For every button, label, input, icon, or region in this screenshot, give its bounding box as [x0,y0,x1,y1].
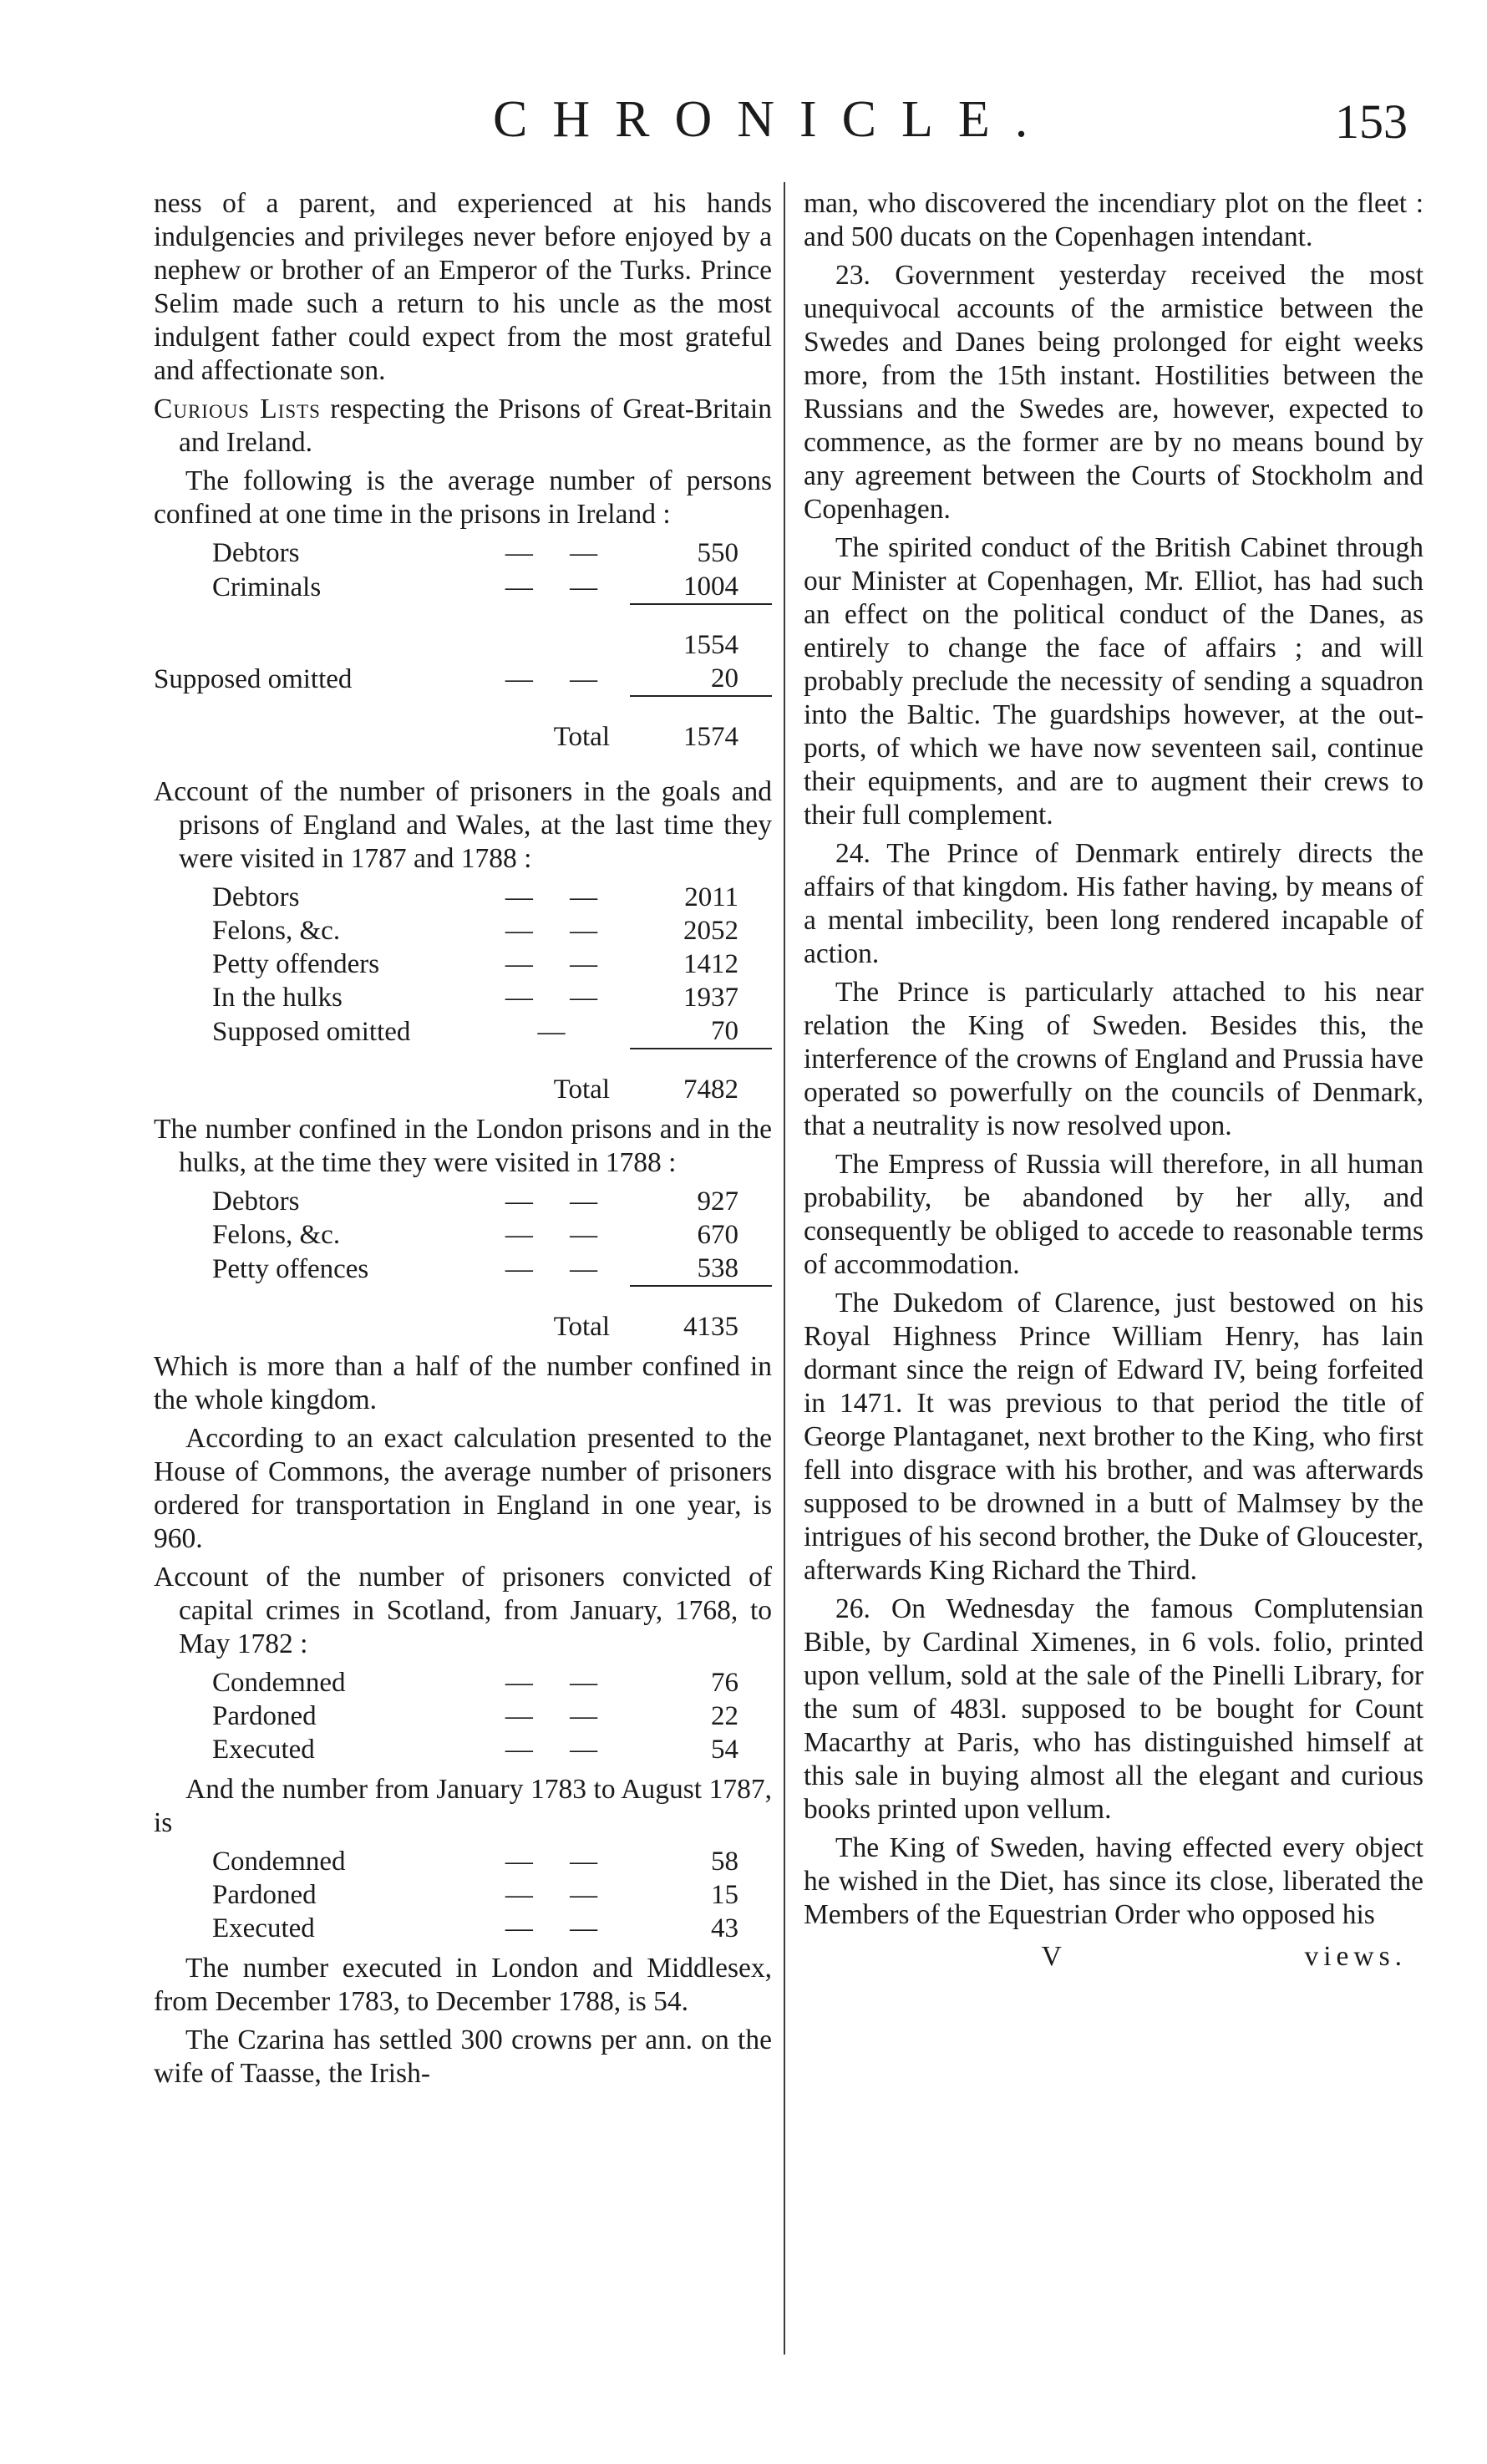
row-value: 54 [711,1735,738,1765]
row-value: 70 [630,1014,772,1049]
section-heading [154,393,772,460]
row-value: 2011 [684,882,738,912]
ireland-table [154,536,772,754]
england-table [154,881,772,1106]
paragraph: According to an exact calculation presented to the House of Commons, the average number of prisoners ordered for transportation in England in one year, is 960. [154,1423,772,1554]
table-row [154,947,772,981]
column-divider [784,182,785,2355]
row-value: 538 [630,1252,772,1286]
subtotal-value: 1554 [683,630,738,660]
total-value: 7482 [683,1075,738,1105]
london-table [154,1185,772,1344]
row-label: Condemned [212,1847,346,1877]
row-dashes: — — [505,663,613,694]
paragraph: The number executed in London and Middlesex, from December 1783, to December 1788, is 54. [154,1953,772,2017]
row-value: 550 [697,538,738,568]
row-label: Supposed omitted [154,663,353,694]
row-label: Felons, &c. [212,1220,341,1250]
row-dashes: — [537,1016,581,1047]
row-dashes: — — [505,916,613,946]
paragraph: man, who discovered the incendiary plot on the fleet : and 500 ducats on the Copenhagen intendant. [804,188,1424,252]
table-row [154,981,772,1014]
row-dashes: — — [505,1701,613,1731]
paragraph: The Prince is particularly attached to his near relation the King of Sweden. Besides this, the interference of the crowns of England and Prussia have operated so powerfully on the councils of Denmark, that a neutrality is now resolved upon. [804,977,1424,1141]
table-row [154,1699,772,1733]
row-value: 58 [711,1847,738,1877]
row-label: Executed [212,1913,315,1943]
row-value: 20 [630,662,772,696]
row-dashes: — — [505,983,613,1013]
paragraph: The Czarina has settled 300 crowns per ann. on the wife of Taasse, the Irish- [154,2025,772,2089]
running-head [0,90,1487,157]
row-label: Pardoned [212,1701,317,1731]
running-title: CHRONICLE. [493,91,1053,148]
row-value: 2052 [683,916,738,946]
paragraph: Which is more than a half of the number confined in the whole kingdom. [154,1351,772,1415]
row-label: Supposed omitted [212,1016,411,1047]
table-row [154,1666,772,1699]
row-dashes: — — [505,1913,613,1943]
paragraph: ness of a parent, and experienced at his hands indulgencies and privileges never before enjoyed by a nephew or brother of an Emperor of the Turks. Prince Selim made such a return to his uncle as the most indulgent father could expect from the most grateful and affectionate son. [154,188,772,386]
table-spacer [154,604,772,628]
row-dashes: — — [505,1186,613,1217]
table-row [154,662,772,696]
table-row [154,1878,772,1912]
table-row [154,1252,772,1286]
table-row [154,1014,772,1049]
table-row [154,628,772,662]
total-value: 1574 [683,722,738,752]
row-value: 76 [711,1668,738,1698]
paragraph: The number confined in the London prisons and in the hulks, at the time they were visited in 1788 : [154,1114,772,1178]
total-label: Total [553,722,610,752]
section-heading-caps: Curious Lists [154,394,321,424]
catchword: views. [1304,1941,1407,1972]
row-value: 670 [697,1220,738,1250]
total-value: 4135 [683,1312,738,1342]
row-value: 15 [711,1880,738,1910]
row-dashes: — — [505,1847,613,1877]
row-value: 927 [697,1186,738,1217]
row-dashes: — — [505,1880,613,1910]
page-number: 153 [1335,94,1408,149]
table-row [154,1218,772,1252]
table-row [154,881,772,914]
row-value: 1412 [683,949,738,979]
row-label: In the hulks [212,983,343,1013]
row-dashes: — — [505,1220,613,1250]
paragraph: Account of the number of prisoners convicted of capital crimes in Scotland, from January, 1768, to May 1782 : [154,1562,772,1659]
row-dashes: — — [505,1735,613,1765]
table-row [154,536,772,570]
paragraph: The Dukedom of Clarence, just bestowed on his Royal Highness Prince William Henry, has lain dormant since the reign of Edward IV, being forfeited in 1471. It was previous to that period the title of George Plantaganet, next brother to the King, who first fell into disgrace with his brother, and was afterwards supposed to be drowned in a butt of Malmsey by the intrigues of his second brother, the Duke of Gloucester, afterwards King Richard the Third. [804,1288,1424,1586]
paragraph: 24. The Prince of Denmark entirely directs the affairs of that kingdom. His father having, by means of a mental imbecility, been long rendered incapable of action. [804,838,1424,969]
row-label: Criminals [212,572,322,602]
paragraph: The spirited conduct of the British Cabinet through our Minister at Copenhagen, Mr. Elliot, has had such an effect on the political conduct of the Danes, as entirely to change the face of affairs ; and will probably preclude the necessity of sending a squadron into the Baltic. The guardships however, at the out-ports, of which we have now seventeen sail, continue their equipments, and are to augment their crews to their full complement. [804,532,1424,831]
row-value: 22 [711,1701,738,1731]
total-row [154,720,772,754]
row-dashes: — — [505,538,613,568]
row-label: Petty offences [212,1253,369,1284]
signature-letter: V [1041,1941,1067,1972]
row-value: 1004 [630,570,772,604]
total-label: Total [553,1312,610,1342]
row-label: Pardoned [212,1880,317,1910]
row-label: Condemned [212,1668,346,1698]
paragraph: The King of Sweden, having effected every object he wished in the Diet, has since its close, liberated the Members of the Equestrian Order who opposed his [804,1832,1424,1930]
table-row [154,1733,772,1766]
left-column [154,187,772,2096]
row-label: Debtors [212,538,300,568]
paragraph: Account of the number of prisoners in the goals and prisons of England and Wales, at the last time they were visited in 1787 and 1788 : [154,776,772,874]
paragraph: And the number from January 1783 to August 1787, is [154,1774,772,1838]
row-label: Executed [212,1735,315,1765]
scotland-table [154,1666,772,1766]
table-row [154,914,772,947]
section-heading-rest: respecting the Prisons of Great-Britain and Ireland. [179,394,772,458]
row-label: Debtors [212,1186,300,1217]
paragraph: The Empress of Russia will therefore, in all human probability, be abandoned by her ally, and consequently be obliged to accede to reasonable terms of accommodation. [804,1149,1424,1280]
table-row [154,1845,772,1878]
row-value: 1937 [683,983,738,1013]
row-label: Felons, &c. [212,916,341,946]
signature-mark [804,1940,1424,1974]
total-label: Total [553,1075,610,1105]
row-dashes: — — [505,882,613,912]
row-dashes: — — [505,949,613,979]
table-spacer [154,696,772,720]
paragraph: The following is the average number of persons confined at one time in the prisons in Ireland : [154,465,772,530]
row-dashes: — — [505,1668,613,1698]
table-spacer [154,1286,772,1310]
row-dashes: — — [505,572,613,602]
table-row [154,570,772,604]
table-row [154,1185,772,1218]
table-spacer [154,1049,772,1073]
row-dashes: — — [505,1253,613,1284]
august-table [154,1845,772,1945]
row-value: 43 [711,1913,738,1943]
table-row [154,1912,772,1945]
total-row [154,1073,772,1106]
row-label: Debtors [212,882,300,912]
paragraph: 26. On Wednesday the famous Complutensian Bible, by Cardinal Ximenes, in 6 vols. folio, printed upon vellum, sold at the sale of the Pinelli Library, for the sum of 483l. supposed to be bought for Count Macarthy at Paris, who has distinguished himself at this sale in buying almost all the elegant and curious books printed upon vellum. [804,1593,1424,1825]
right-column [804,187,1424,1974]
total-row [154,1310,772,1344]
paragraph: 23. Government yesterday received the most unequivocal accounts of the armistice between the Swedes and Danes being prolonged for eight weeks more, from the 15th instant. Hostilities between the Russians and the Swedes are, however, expected to commence, as the former are by no means bound by any agreement between the Courts of Stockholm and Copenhagen. [804,260,1424,525]
row-label: Petty offenders [212,949,380,979]
